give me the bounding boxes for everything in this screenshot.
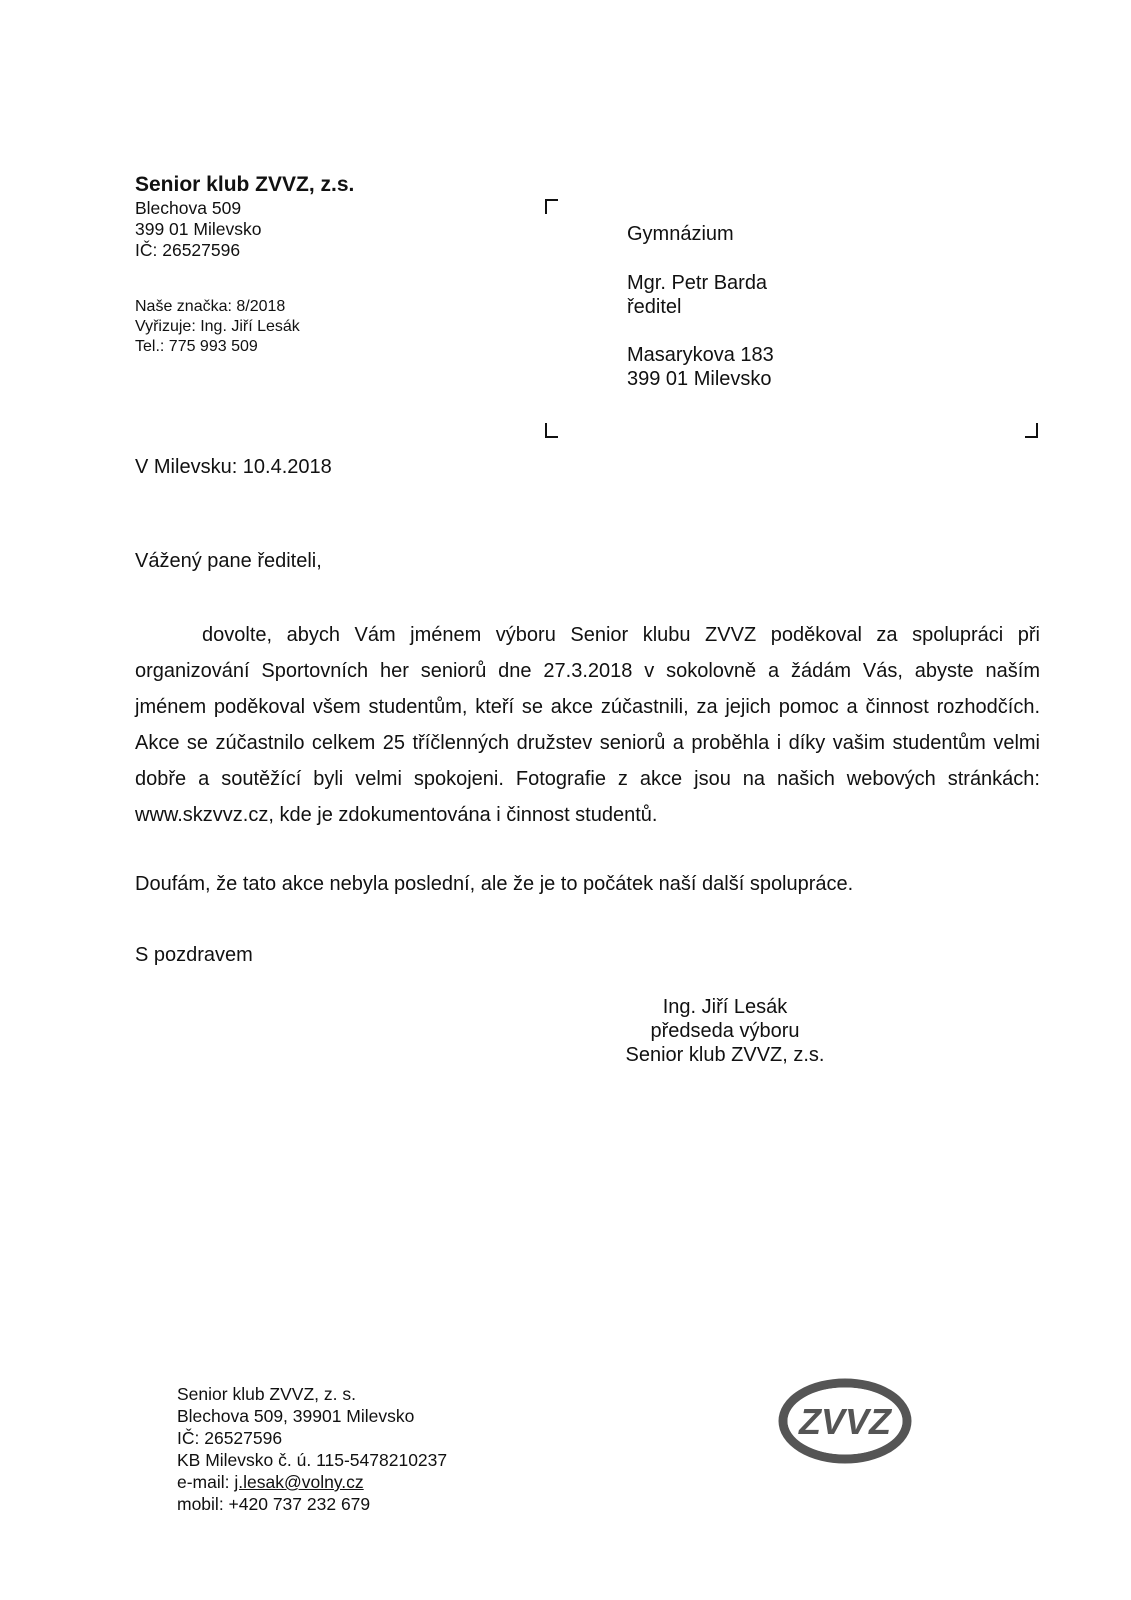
address-corner-top-left bbox=[545, 199, 558, 214]
address-corner-bottom-left bbox=[545, 423, 558, 438]
salutation: Vážený pane řediteli, bbox=[135, 550, 322, 572]
recipient-name: Mgr. Petr Barda bbox=[627, 272, 768, 294]
footer-email-link[interactable]: j.lesak@volny.cz bbox=[234, 1472, 364, 1492]
recipient-title: ředitel bbox=[627, 296, 682, 318]
footer-mobile: mobil: +420 737 232 679 bbox=[177, 1494, 371, 1514]
sender-ico: IČ: 26527596 bbox=[135, 240, 241, 260]
zvvz-logo bbox=[778, 1376, 913, 1466]
footer-ico: IČ: 26527596 bbox=[177, 1428, 283, 1448]
footer-bank: KB Milevsko č. ú. 115-5478210237 bbox=[177, 1450, 448, 1470]
footer-address: Blechova 509, 39901 Milevsko bbox=[177, 1406, 415, 1426]
signature-org: Senior klub ZVVZ, z.s. bbox=[625, 1044, 825, 1066]
regards: S pozdravem bbox=[135, 944, 253, 966]
logo-text: ZVVZ bbox=[798, 1401, 892, 1442]
our-reference: Naše značka: 8/2018 bbox=[135, 298, 286, 315]
sender-name: Senior klub ZVVZ, z.s. bbox=[135, 173, 355, 196]
phone-number: Tel.: 775 993 509 bbox=[135, 338, 258, 355]
recipient-city: 399 01 Milevsko bbox=[627, 368, 772, 390]
letter-date: V Milevsku: 10.4.2018 bbox=[135, 456, 332, 478]
sender-city: 399 01 Milevsko bbox=[135, 219, 262, 239]
body-paragraph: dovolte, abych Vám jménem výboru Senior klubu ZVVZ poděkoval za spolupráci při organizování Sportovních her seniorů dne 27.3.2018 v sokolovně a žádám Vás, abyste naším jménem poděkoval všem studentům, kteří se akce zúčastnili, za jejich pomoc a činnost rozhodčích. Akce se zúčastnilo celkem 25 tříčlenných družstev seniorů a proběhla i díky vašim studentům velmi dobře a soutěžící byli velmi spokojeni. Fotografie z akce jsou na našich webových stránkách: www.skzvvz.cz, kde je zdokumentována i činnost studentů. bbox=[135, 624, 1040, 826]
sender-street: Blechova 509 bbox=[135, 198, 242, 218]
recipient-organization: Gymnázium bbox=[627, 223, 734, 245]
signature-name: Ing. Jiří Lesák bbox=[662, 996, 788, 1018]
footer-email-label: e-mail: bbox=[177, 1472, 235, 1492]
signature-role: předseda výboru bbox=[650, 1020, 800, 1042]
address-corner-bottom-right bbox=[1025, 423, 1038, 438]
closing-line: Doufám, že tato akce nebyla poslední, ale že je to počátek naší další spolupráce. bbox=[135, 873, 854, 895]
handled-by: Vyřizuje: Ing. Jiří Lesák bbox=[135, 318, 300, 335]
footer-org: Senior klub ZVVZ, z. s. bbox=[177, 1384, 356, 1404]
footer-email-row bbox=[177, 1472, 364, 1493]
recipient-street: Masarykova 183 bbox=[627, 344, 774, 366]
